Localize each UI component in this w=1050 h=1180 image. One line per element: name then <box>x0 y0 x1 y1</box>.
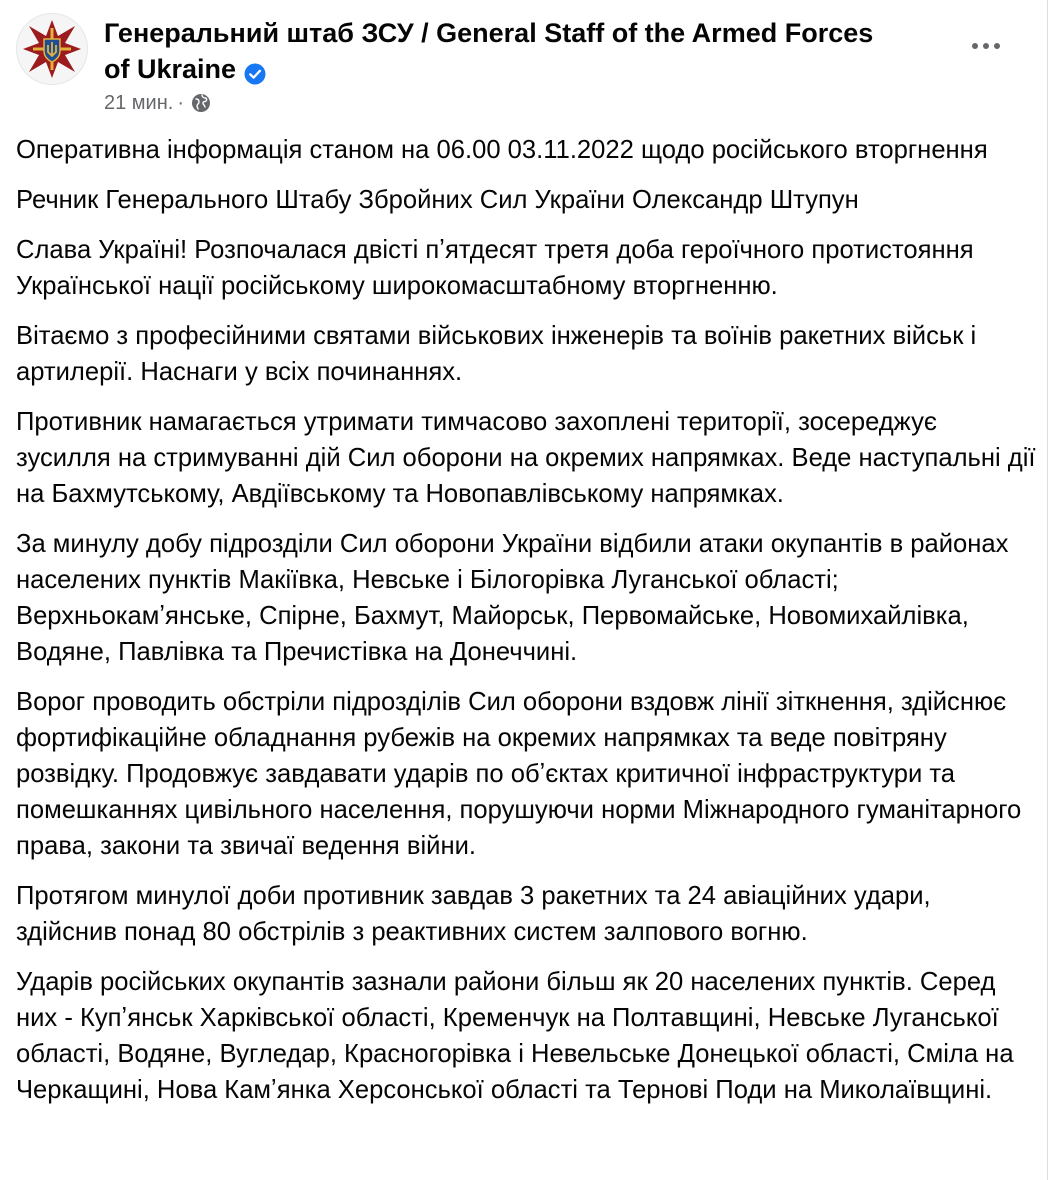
armed-forces-emblem-icon <box>17 14 87 84</box>
meta-separator: · <box>177 92 184 114</box>
post-timestamp[interactable]: 21 мин. <box>104 92 174 114</box>
post-paragraph: Речник Генерального Штабу Збройних Сил України Олександр Штупун <box>16 186 859 214</box>
post-paragraph: Протягом минулої доби противник завдав 3 ракетних та 24 авіаційних удари, здійснив понад 80 обстрілів з реактивних систем залпового вогню. <box>16 882 931 946</box>
post-paragraph: Оперативна інформація станом на 06.00 03.11.2022 щодо російського вторгнення <box>16 136 988 164</box>
post-paragraph: Ворог проводить обстріли підрозділів Сил оборони вздовж лінії зіткнення, здійснює фортифікаційне обладнання рубежів на окремих напрямках та веде повітряну розвідку. Продовжує завдавати ударів по обʼєктах критичної інфраструктури та помешканнях цивільного населення, порушуючи норми Міжнародного гуманітарного права, закони та звичаї ведення війни. <box>16 688 1022 860</box>
post-author <box>104 15 904 87</box>
author-name-link[interactable]: Генеральний штаб ЗСУ / General Staff of the Armed Forces of Ukraine <box>104 18 874 84</box>
post-paragraph: Вітаємо з професійними святами військових інженерів та воїнів ракетних військ і артилерії. Наснаги у всіх починаннях. <box>16 322 977 386</box>
post-paragraph: Противник намагається утримати тимчасово захоплені території, зосереджує зусилля на стримуванні дій Сил оборони на окремих напрямках. Веде наступальні дії на Бахмутському, Авдіївському та Новопавлівському напрямках. <box>16 408 1036 508</box>
post-paragraph: Ударів російських окупантів зазнали райони більш як 20 населених пунктів. Серед них - Купʼянськ Харківської області, Кременчук на Полтавщині, Невське Луганської області, Водяне, Вугледар, Красногорівка і Невельське Донецької області, Сміла на Черкащині, Нова Камʼянка Херсонської області та Тернові Поди на Миколаївщині. <box>16 968 1014 1104</box>
post-paragraph: Слава Україні! Розпочалася двісті пʼятдесят третя доба героїчного протистояння Української нації російському широкомасштабному вторгненню. <box>16 236 974 300</box>
post-paragraph: За минулу добу підрозділи Сил оборони України відбили атаки окупантів в районах населених пунктів Макіївка, Невське і Білогорівка Луганської області; Верхньокамʼянське, Спірне, Бахмут, Майорськ, Первомайське, Новомихайлівка, Водяне, Павлівка та Пречистівка на Донеччині. <box>16 530 1009 666</box>
post-meta <box>104 89 212 117</box>
more-options-icon[interactable] <box>966 30 1006 62</box>
verified-badge-icon <box>244 58 266 80</box>
page-avatar[interactable] <box>16 13 88 85</box>
globe-icon[interactable] <box>190 92 212 114</box>
post-body <box>16 132 1036 1122</box>
